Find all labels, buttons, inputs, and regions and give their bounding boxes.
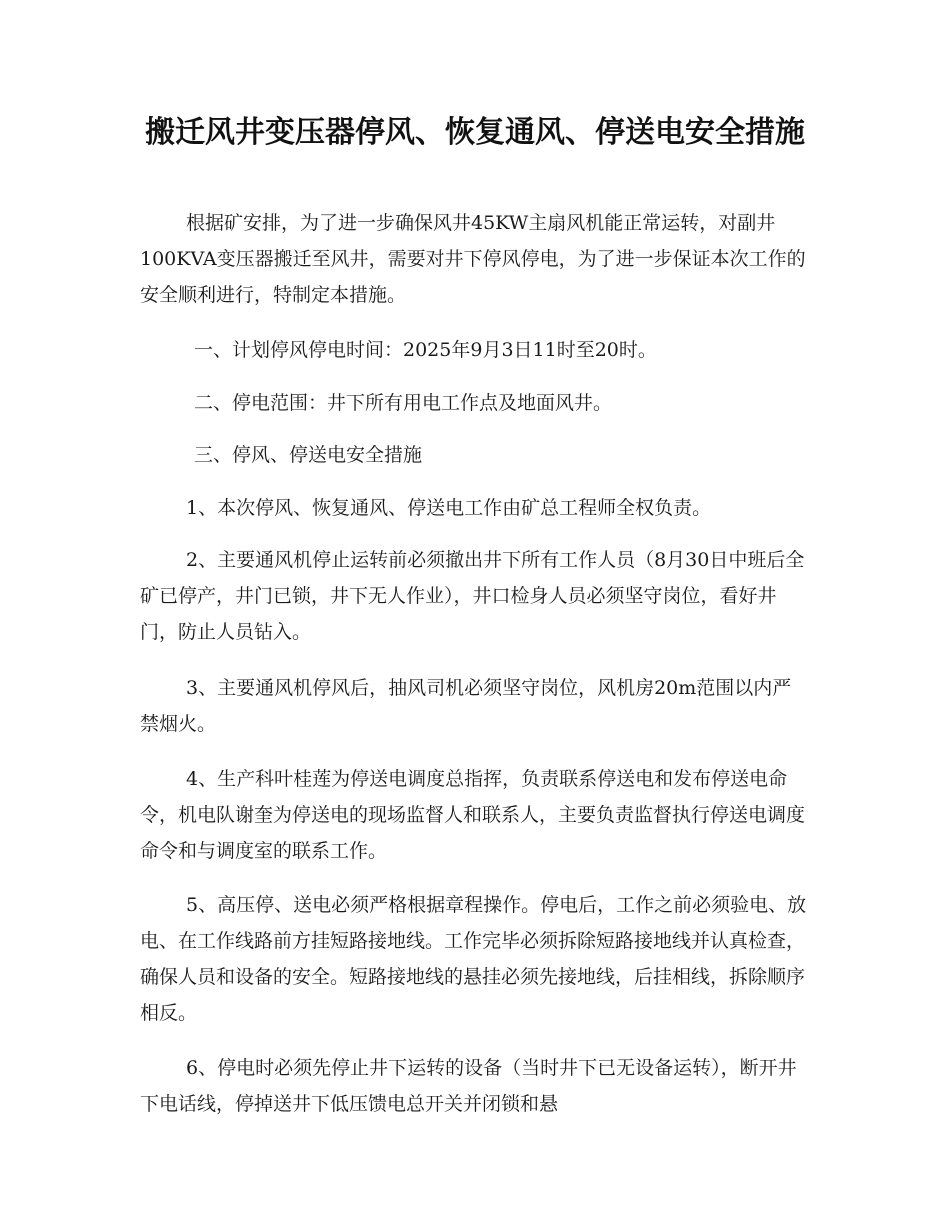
paragraph-item-4: 4、生产科叶桂莲为停送电调度总指挥，负责联系停送电和发布停送电命令，机电队谢奎为停送电的现场监督人和联系人，主要负责监督执行停送电调度命令和与调度室的联系工作。 bbox=[140, 768, 806, 862]
paragraph-intro: 根据矿安排，为了进一步确保风井45KW主扇风机能正常运转，对副井100KVA变压器搬迁至风井，需要对井下停风停电，为了进一步保证本次工作的安全顺利进行，特制定本措施。 bbox=[140, 212, 806, 306]
paragraph-item-5: 5、高压停、送电必须严格根据章程操作。停电后，工作之前必须验电、放电、在工作线路前方挂短路接地线。工作完毕必须拆除短路接地线并认真检查，确保人员和设备的安全。短路接地线的悬挂必须先接地线，后挂相线，拆除顺序相反。 bbox=[140, 894, 807, 1024]
paragraph-section-3-heading: 三、停风、停送电安全措施 bbox=[194, 444, 423, 466]
paragraph-item-2: 2、主要通风机停止运转前必须撤出井下所有工作人员（8月30日中班后全矿已停产，井门已锁，井下无人作业），井口检身人员必须坚守岗位，看好井门，防止人员钻入。 bbox=[140, 549, 805, 643]
paragraph-item-6: 6、停电时必须先停止井下运转的设备（当时井下已无设备运转），断开井下电话线，停掉送井下低压馈电总开关并闭锁和悬 bbox=[140, 1057, 797, 1115]
document-title: 搬迁风井变压器停风、恢复通风、停送电安全措施 bbox=[145, 115, 805, 150]
paragraph-item-3: 3、主要通风机停风后，抽风司机必须坚守岗位，风机房20m范围以内严禁烟火。 bbox=[140, 677, 792, 735]
paragraph-section-2-scope: 二、停电范围：井下所有用电工作点及地面风井。 bbox=[194, 392, 613, 414]
paragraph-section-1-schedule: 一、计划停风停电时间：2025年9月3日11时至20时。 bbox=[194, 339, 657, 361]
paragraph-item-1: 1、本次停风、恢复通风、停送电工作由矿总工程师全权负责。 bbox=[186, 497, 712, 519]
